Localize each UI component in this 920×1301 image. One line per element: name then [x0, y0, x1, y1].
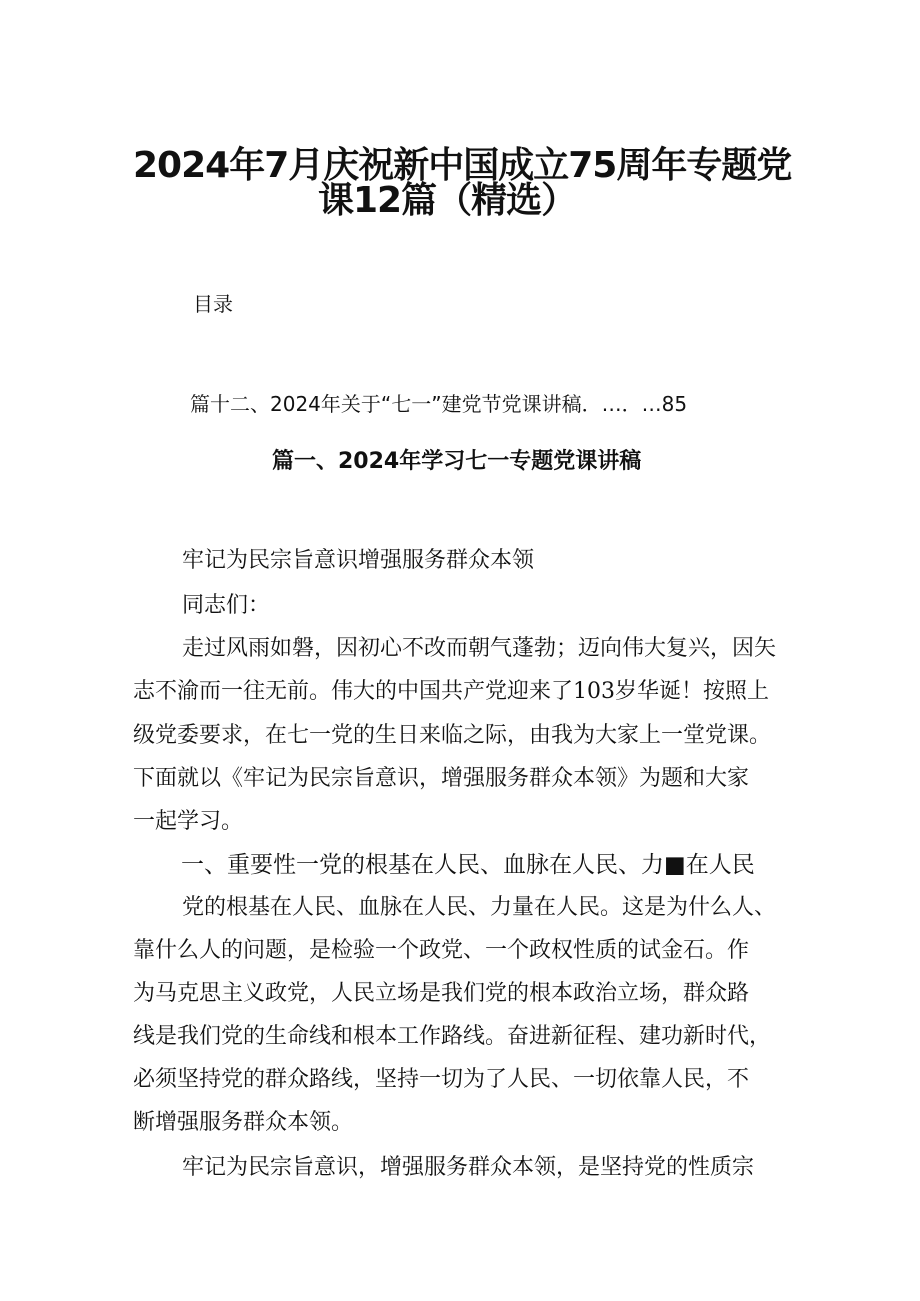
toc-entry: 篇十二、2024年关于“七一”建党节党课讲稿．…．…85: [190, 392, 688, 416]
paragraph-line: 线是我们党的生命线和根本工作路线。奋进新征程、建功新时代，: [133, 1024, 772, 1049]
section-title: 篇一、2024年学习七一专题党课讲稿: [272, 449, 642, 474]
paragraph-line: 级党委要求，在七一党的生日来临之际，由我为大家上一堂党课。: [133, 723, 772, 748]
salutation: 同志们：: [182, 593, 271, 618]
paragraph-line: 党的根基在人民、血脉在人民、力量在人民。这是为什么人、: [182, 895, 777, 920]
document-title-line-1: 2024年7月庆祝新中国成立75周年专题党: [133, 145, 792, 186]
speech-title: 牢记为民宗旨意识增强服务群众本领: [182, 548, 535, 573]
paragraph-line: 为马克思主义政党，人民立场是我们党的根本政治立场，群众路: [133, 981, 750, 1006]
paragraph-line: 靠什么人的问题，是检验一个政党、一个政权性质的试金石。作: [133, 938, 750, 963]
paragraph-line: 断增强服务群众本领。: [133, 1110, 354, 1135]
document-title-line-2: 课12篇（精选）: [318, 180, 577, 221]
paragraph-line: 下面就以《牢记为民宗旨意识，增强服务群众本领》为题和大家: [133, 766, 750, 791]
paragraph-line: 一起学习。: [133, 809, 244, 834]
paragraph-line: 牢记为民宗旨意识，增强服务群众本领，是坚持党的性质宗: [182, 1155, 755, 1180]
section-heading-1: 一、重要性一党的根基在人民、血脉在人民、力■在人民: [181, 852, 755, 878]
toc-label: 目录: [193, 292, 233, 316]
paragraph-line: 必须坚持党的群众路线，坚持一切为了人民、一切依靠人民，不: [133, 1067, 750, 1092]
paragraph-line: 志不渝而一往无前。伟大的中国共产党迎来了103岁华诞！按照上: [133, 679, 769, 704]
paragraph-line: 走过风雨如磐，因初心不改而朝气蓬勃；迈向伟大复兴，因矢: [182, 636, 777, 661]
